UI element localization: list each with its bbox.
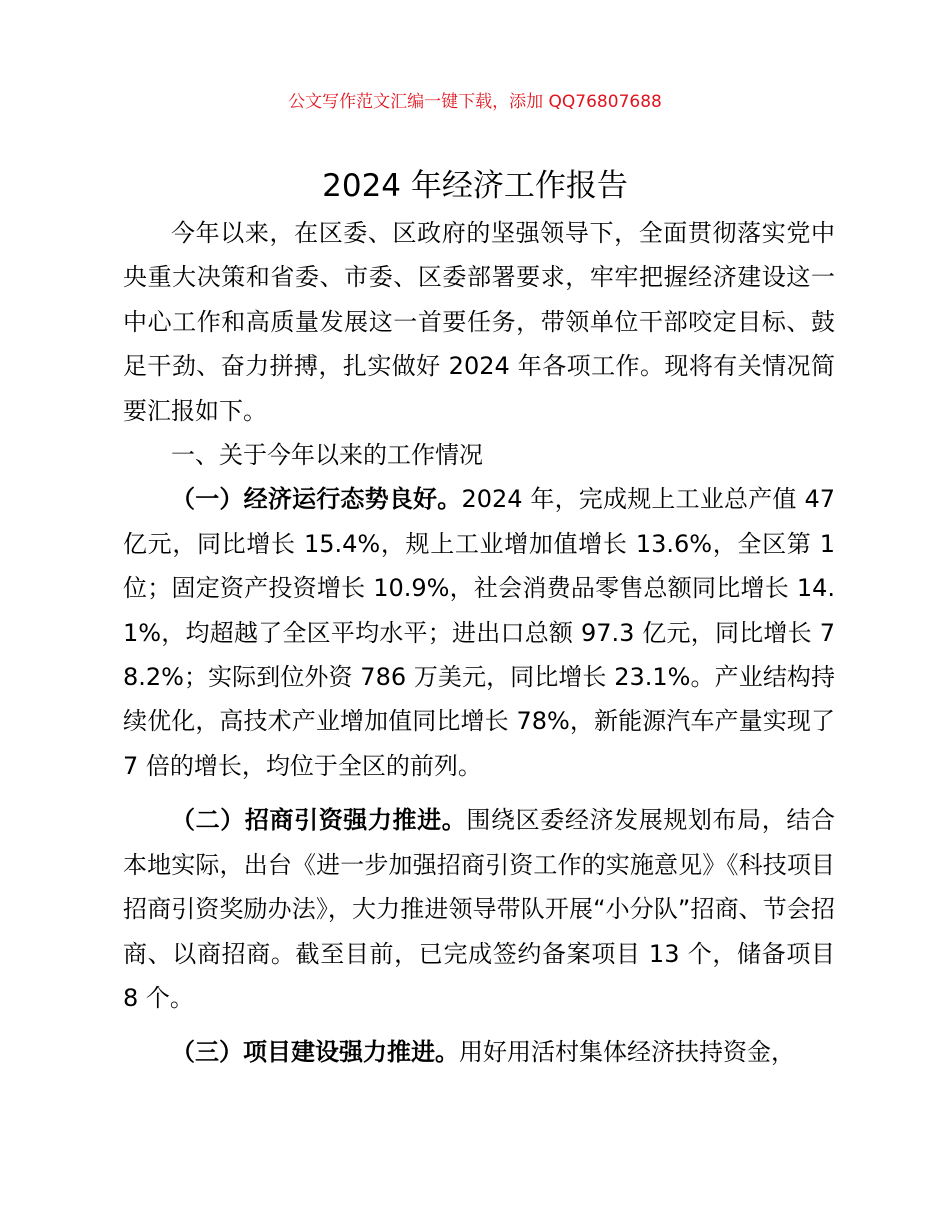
item-text: 2024 年，完成规上工业总产值 47 亿元，同比增长 15.4%，规上工业增加值增长 13.6%，全区第 1 位；固定资产投资增长 10.9%，社会消费品零售总额同比增长 14.1%，均超越了全区平均水平；进出口总额 97.3 亿元，同比增长 78.2%；实际到位外资 786 万美元，同比增长 23.1%。产业结构持续优化，高技术产业增加值同比增长 78%，新能源汽车产量实现了 7 倍的增长，均位于全区的前列。 [123,485,836,780]
item-text: 围绕区委经济发展规划布局，结合本地实际，出台《进一步加强招商引资工作的实施意见》《科技项目招商引资奖励办法》，大力推进领导带队开展“小分队”招商、节会招商、以商招商。截至目前，已完成签约备案项目 13 个，储备项目 8 个。 [123,806,836,1012]
document-body [123,211,835,1075]
intro-paragraph: 今年以来，在区委、区政府的坚强领导下，全面贯彻落实党中央重大决策和省委、市委、区委部署要求，牢牢把握经济建设这一中心工作和高质量发展这一首要任务，带领单位干部咬定目标、鼓足干劲、奋力拼搏，扎实做好 2024 年各项工作。现将有关情况简要汇报如下。 [123,219,835,425]
item-lead: （三）项目建设强力推进。 [171,1038,459,1067]
item-paragraph-2 [123,798,835,1020]
promo-banner: 公文写作范文汇编一键下载，添加 QQ76807688 [288,92,662,112]
document-title: 2024 年经济工作报告 [322,168,628,204]
section-heading: 一、关于今年以来的工作情况 [171,441,483,470]
item-lead: （一）经济运行态势良好。 [171,485,462,514]
item-paragraph-3 [123,1030,835,1074]
item-lead: （二）招商引资强力推进。 [171,806,467,835]
item-text: 用好用活村集体经济扶持资金， [459,1038,795,1067]
item-paragraph-1 [123,477,835,788]
